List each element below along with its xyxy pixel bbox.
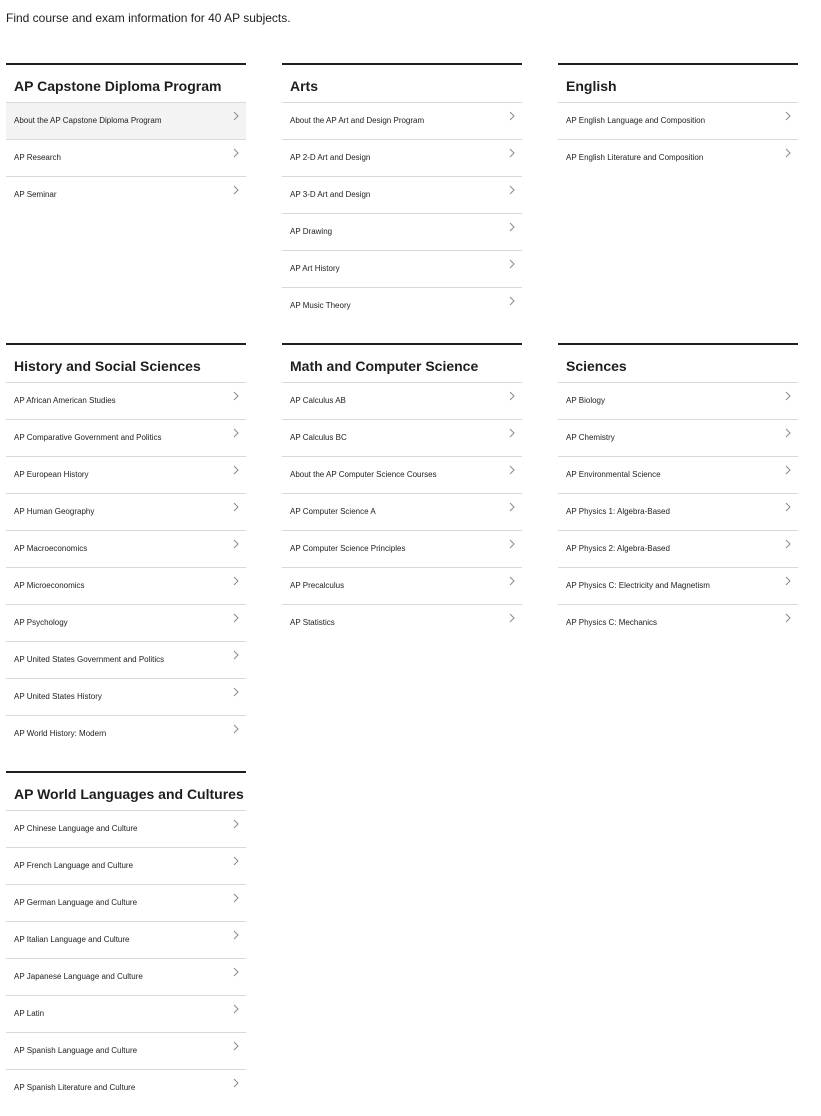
- course-link-ap-microeconomics[interactable]: [6, 568, 246, 605]
- section-header: [558, 343, 798, 383]
- course-link-ap-italian[interactable]: [6, 922, 246, 959]
- course-link-about-ap-capstone[interactable]: [6, 103, 246, 140]
- chevron-right-icon: [784, 428, 792, 438]
- course-link-ap-latin[interactable]: [6, 996, 246, 1033]
- course-link-about-ap-computer-science[interactable]: [282, 457, 522, 494]
- course-link-ap-comparative-government[interactable]: [6, 420, 246, 457]
- chevron-right-icon: [508, 465, 516, 475]
- course-link-ap-european-history[interactable]: [6, 457, 246, 494]
- course-label: About the AP Computer Science Courses: [290, 470, 437, 479]
- course-list: [6, 103, 246, 214]
- chevron-right-icon: [784, 148, 792, 158]
- chevron-right-icon: [232, 539, 240, 549]
- course-link-ap-physics-2[interactable]: [558, 531, 798, 568]
- course-link-ap-german[interactable]: [6, 885, 246, 922]
- section-header: [6, 343, 246, 383]
- course-link-ap-statistics[interactable]: [282, 605, 522, 642]
- course-link-ap-physics-c-em[interactable]: [558, 568, 798, 605]
- chevron-right-icon: [232, 650, 240, 660]
- course-label: AP Statistics: [290, 618, 335, 627]
- course-label: About the AP Capstone Diploma Program: [14, 116, 162, 125]
- section-title: AP World Languages and Cultures: [14, 786, 244, 802]
- section-ap-capstone: [6, 63, 246, 214]
- course-label: AP European History: [14, 470, 89, 479]
- chevron-right-icon: [508, 576, 516, 586]
- course-link-ap-chinese[interactable]: [6, 811, 246, 848]
- course-list: [6, 811, 246, 1107]
- section-header: [558, 63, 798, 103]
- chevron-right-icon: [232, 185, 240, 195]
- course-link-ap-calculus-ab[interactable]: [282, 383, 522, 420]
- course-label: AP Drawing: [290, 227, 333, 236]
- course-label: AP Italian Language and Culture: [14, 935, 130, 944]
- course-link-ap-us-government[interactable]: [6, 642, 246, 679]
- course-label: AP Chinese Language and Culture: [14, 824, 138, 833]
- page-intro: Find course and exam information for 40 AP subjects.: [6, 11, 291, 25]
- course-label: AP Comparative Government and Politics: [14, 433, 162, 442]
- course-link-ap-psychology[interactable]: [6, 605, 246, 642]
- course-label: AP Japanese Language and Culture: [14, 972, 143, 981]
- course-link-ap-environmental-science[interactable]: [558, 457, 798, 494]
- section-title: English: [566, 78, 617, 94]
- course-link-ap-spanish-literature[interactable]: [6, 1070, 246, 1107]
- chevron-right-icon: [232, 930, 240, 940]
- chevron-right-icon: [784, 539, 792, 549]
- course-link-ap-english-language[interactable]: [558, 103, 798, 140]
- course-label: AP Art History: [290, 264, 340, 273]
- course-label: AP United States Government and Politics: [14, 655, 165, 664]
- chevron-right-icon: [232, 856, 240, 866]
- course-label: AP Biology: [566, 396, 605, 405]
- course-link-ap-world-history[interactable]: [6, 716, 246, 753]
- chevron-right-icon: [232, 819, 240, 829]
- chevron-right-icon: [508, 222, 516, 232]
- course-label: AP Macroeconomics: [14, 544, 88, 553]
- course-link-ap-us-history[interactable]: [6, 679, 246, 716]
- course-link-ap-biology[interactable]: [558, 383, 798, 420]
- course-list: [282, 103, 522, 325]
- course-link-ap-drawing[interactable]: [282, 214, 522, 251]
- course-label: AP Psychology: [14, 618, 68, 627]
- chevron-right-icon: [508, 539, 516, 549]
- course-label: AP 2-D Art and Design: [290, 153, 371, 162]
- chevron-right-icon: [232, 967, 240, 977]
- course-label: AP Music Theory: [290, 301, 351, 310]
- course-label: AP English Literature and Composition: [566, 153, 704, 162]
- course-link-ap-seminar[interactable]: [6, 177, 246, 214]
- chevron-right-icon: [508, 148, 516, 158]
- chevron-right-icon: [232, 465, 240, 475]
- chevron-right-icon: [508, 111, 516, 121]
- chevron-right-icon: [232, 1041, 240, 1051]
- chevron-right-icon: [784, 111, 792, 121]
- course-label: AP Spanish Literature and Culture: [14, 1083, 136, 1092]
- course-label: AP United States History: [14, 692, 102, 701]
- section-math-computer-science: [282, 343, 522, 642]
- chevron-right-icon: [508, 185, 516, 195]
- section-arts: [282, 63, 522, 325]
- course-label: AP Seminar: [14, 190, 57, 199]
- course-link-ap-music-theory[interactable]: [282, 288, 522, 325]
- course-link-ap-macroeconomics[interactable]: [6, 531, 246, 568]
- chevron-right-icon: [232, 502, 240, 512]
- section-title: Arts: [290, 78, 319, 94]
- course-label: AP Latin: [14, 1009, 45, 1018]
- section-header: [6, 771, 246, 811]
- course-label: AP Physics C: Mechanics: [566, 618, 657, 627]
- chevron-right-icon: [508, 296, 516, 306]
- chevron-right-icon: [232, 724, 240, 734]
- course-link-ap-human-geography[interactable]: [6, 494, 246, 531]
- course-label: AP Spanish Language and Culture: [14, 1046, 138, 1055]
- chevron-right-icon: [232, 576, 240, 586]
- course-label: AP World History: Modern: [14, 729, 107, 738]
- chevron-right-icon: [232, 111, 240, 121]
- course-list: [6, 383, 246, 753]
- course-label: AP 3-D Art and Design: [290, 190, 371, 199]
- chevron-right-icon: [232, 428, 240, 438]
- course-list: [282, 383, 522, 642]
- section-english: [558, 63, 798, 177]
- course-link-ap-japanese[interactable]: [6, 959, 246, 996]
- course-label: AP Microeconomics: [14, 581, 85, 590]
- course-link-ap-art-history[interactable]: [282, 251, 522, 288]
- chevron-right-icon: [508, 259, 516, 269]
- section-world-languages: [6, 771, 246, 1107]
- section-title: Sciences: [566, 358, 627, 374]
- chevron-right-icon: [232, 148, 240, 158]
- chevron-right-icon: [508, 613, 516, 623]
- course-label: AP Physics 1: Algebra-Based: [566, 507, 670, 516]
- course-link-ap-2d-art[interactable]: [282, 140, 522, 177]
- course-link-ap-research[interactable]: [6, 140, 246, 177]
- course-label: AP Physics 2: Algebra-Based: [566, 544, 670, 553]
- chevron-right-icon: [784, 613, 792, 623]
- chevron-right-icon: [232, 613, 240, 623]
- course-label: AP Human Geography: [14, 507, 95, 516]
- course-label: About the AP Art and Design Program: [290, 116, 425, 125]
- course-label: AP Computer Science Principles: [290, 544, 406, 553]
- section-header: [6, 63, 246, 103]
- section-title: Math and Computer Science: [290, 358, 479, 374]
- course-label: AP German Language and Culture: [14, 898, 138, 907]
- course-list: [558, 383, 798, 642]
- course-label: AP Chemistry: [566, 433, 615, 442]
- chevron-right-icon: [232, 1078, 240, 1088]
- section-title: History and Social Sciences: [14, 358, 201, 374]
- section-header: [282, 63, 522, 103]
- course-link-ap-spanish-language[interactable]: [6, 1033, 246, 1070]
- chevron-right-icon: [232, 391, 240, 401]
- course-link-about-art-design[interactable]: [282, 103, 522, 140]
- course-label: AP English Language and Composition: [566, 116, 706, 125]
- course-label: AP Environmental Science: [566, 470, 661, 479]
- course-link-ap-chemistry[interactable]: [558, 420, 798, 457]
- course-link-ap-physics-c-mechanics[interactable]: [558, 605, 798, 642]
- chevron-right-icon: [784, 391, 792, 401]
- chevron-right-icon: [784, 502, 792, 512]
- chevron-right-icon: [508, 391, 516, 401]
- course-list: [558, 103, 798, 177]
- chevron-right-icon: [508, 428, 516, 438]
- course-link-ap-english-literature[interactable]: [558, 140, 798, 177]
- section-header: [282, 343, 522, 383]
- chevron-right-icon: [784, 576, 792, 586]
- course-link-ap-3d-art[interactable]: [282, 177, 522, 214]
- course-label: AP Computer Science A: [290, 507, 376, 516]
- section-title: AP Capstone Diploma Program: [14, 78, 222, 94]
- course-label: AP Research: [14, 153, 61, 162]
- course-link-ap-computer-science-principles[interactable]: [282, 531, 522, 568]
- course-link-ap-computer-science-a[interactable]: [282, 494, 522, 531]
- chevron-right-icon: [784, 465, 792, 475]
- course-link-ap-african-american-studies[interactable]: [6, 383, 246, 420]
- chevron-right-icon: [232, 687, 240, 697]
- course-link-ap-calculus-bc[interactable]: [282, 420, 522, 457]
- course-link-ap-physics-1[interactable]: [558, 494, 798, 531]
- chevron-right-icon: [232, 1004, 240, 1014]
- course-label: AP French Language and Culture: [14, 861, 134, 870]
- section-sciences: [558, 343, 798, 642]
- course-label: AP Physics C: Electricity and Magnetism: [566, 581, 710, 590]
- chevron-right-icon: [508, 502, 516, 512]
- course-label: AP Precalculus: [290, 581, 345, 590]
- course-link-ap-french[interactable]: [6, 848, 246, 885]
- section-history-social-sciences: [6, 343, 246, 753]
- chevron-right-icon: [232, 893, 240, 903]
- course-label: AP Calculus AB: [290, 396, 346, 405]
- course-label: AP African American Studies: [14, 396, 116, 405]
- course-label: AP Calculus BC: [290, 433, 347, 442]
- course-link-ap-precalculus[interactable]: [282, 568, 522, 605]
